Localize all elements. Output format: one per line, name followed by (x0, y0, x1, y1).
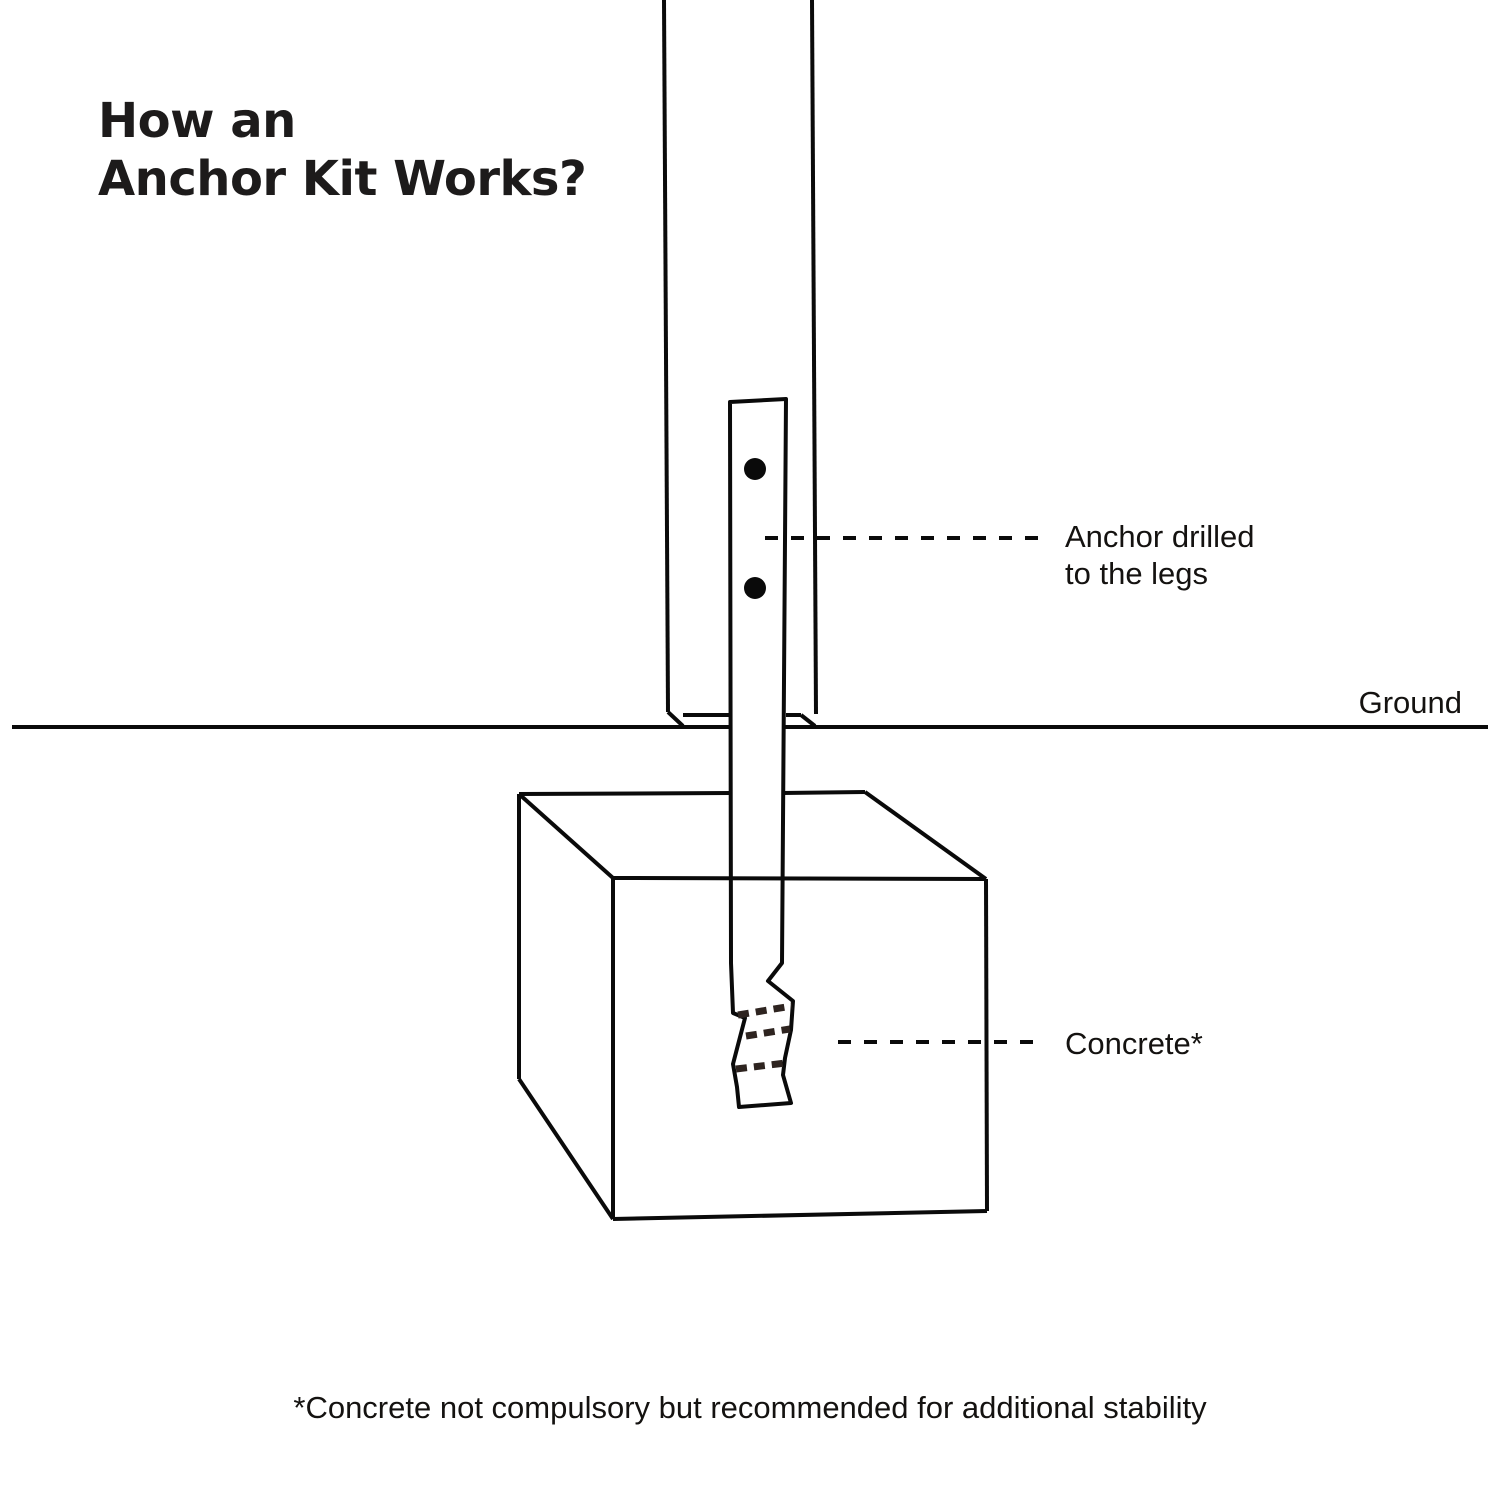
page-title-line1: How an (98, 93, 296, 149)
bolt-dot (744, 458, 766, 480)
leader-lines (765, 538, 1046, 1042)
page-title-line2: Anchor Kit Works? (98, 151, 587, 207)
anchor-plate-shape (730, 399, 793, 1107)
anchor-leader-label-line2: to the legs (1065, 556, 1209, 591)
concrete-label: Concrete* (1065, 1026, 1203, 1061)
anchor-leader-label (1065, 518, 1255, 592)
page-title (98, 92, 586, 208)
bolt-dot (744, 577, 766, 599)
cube-front-top-edge (613, 878, 986, 879)
anchor-leader-label-line1: Anchor drilled (1065, 519, 1255, 554)
ground-label: Ground (1358, 685, 1462, 720)
footnote: *Concrete not compulsory but recommended for additional stability (293, 1390, 1207, 1425)
